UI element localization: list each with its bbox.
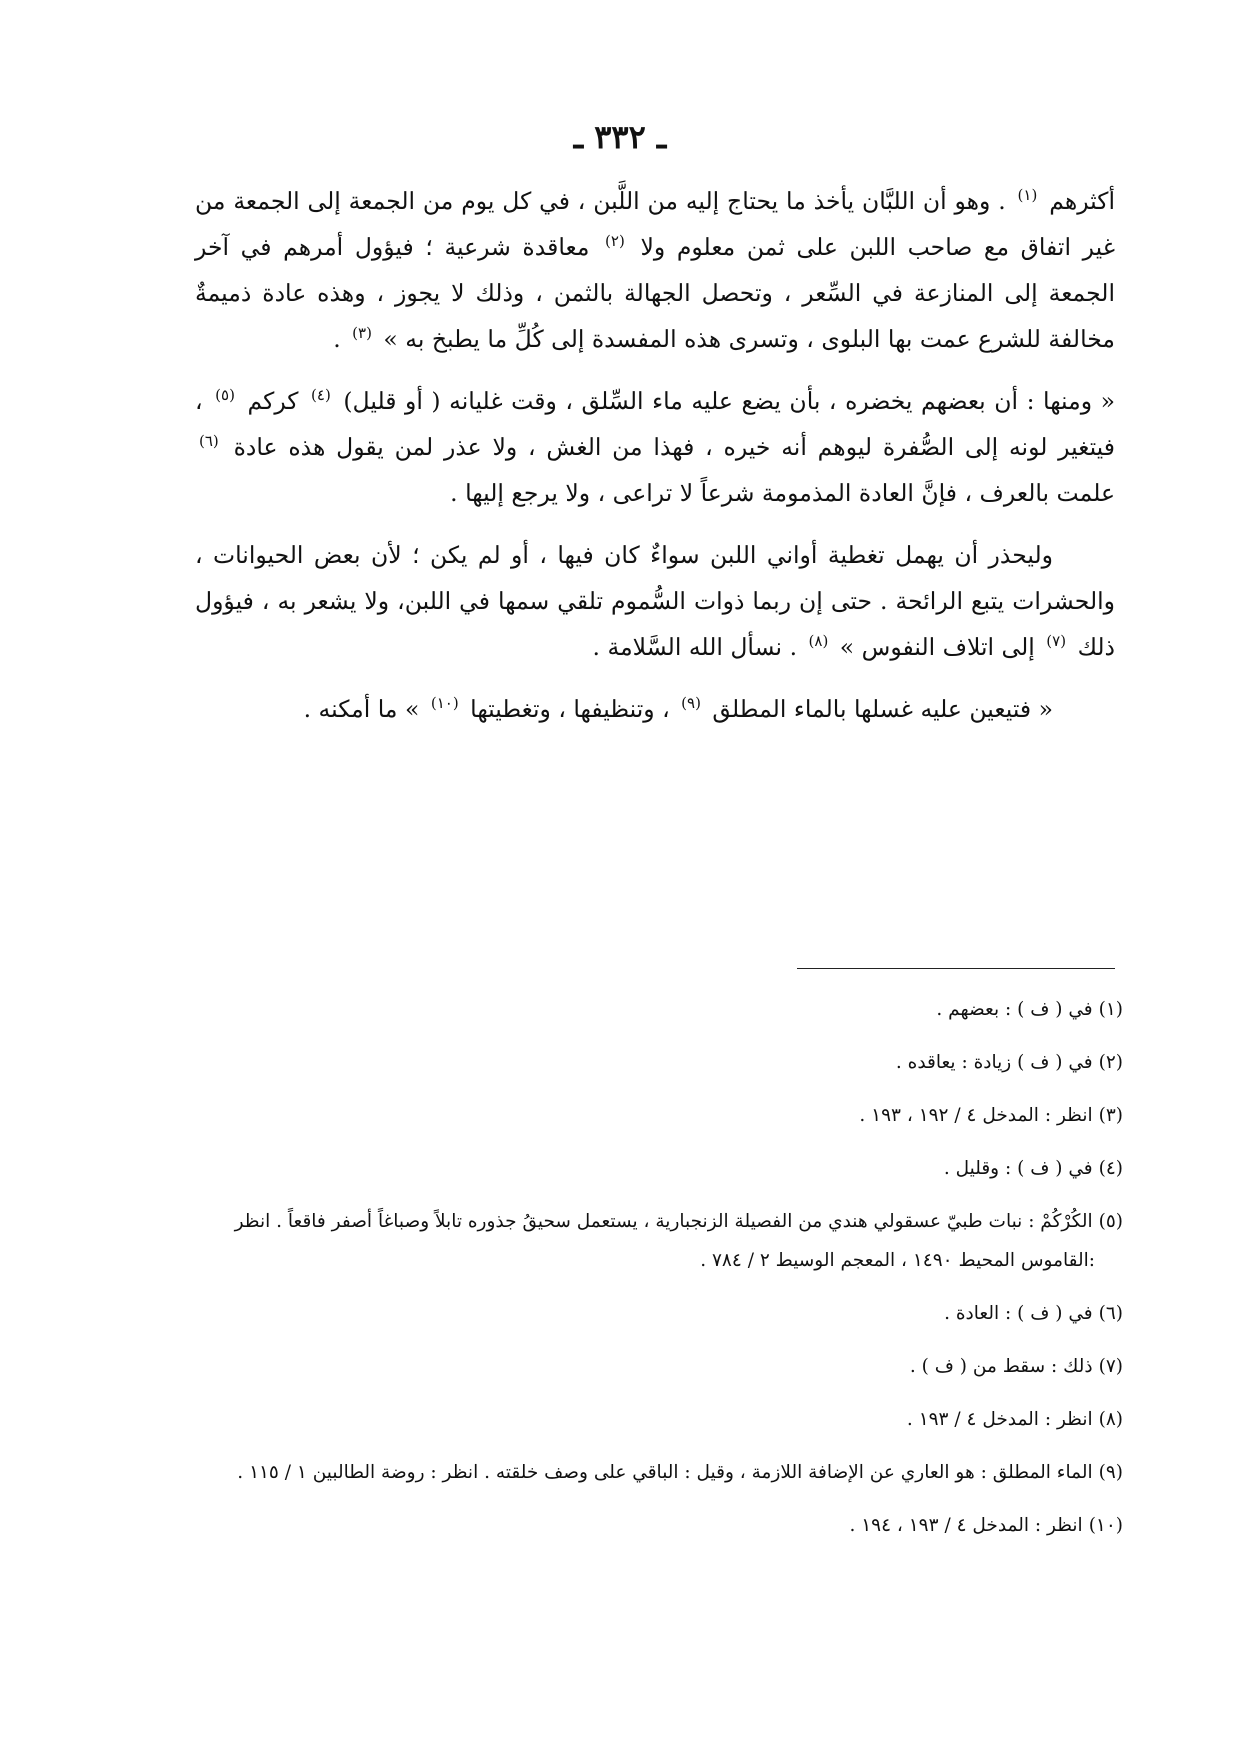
footnote-marker: (٩) (681, 694, 701, 713)
footnote-marker: (٢) (605, 232, 625, 251)
footnote-marker: (٧) (1046, 632, 1067, 651)
footnote-text: ذلك : سقط من ( ف ) . (909, 1356, 1093, 1377)
footnote-1 (178, 990, 1123, 1029)
footnote-10 (178, 1506, 1123, 1545)
paragraph-1 (195, 178, 1115, 362)
paragraph-text: وليحذر أن يهمل تغطية أواني اللبن سواءٌ كان فيها ، أو لم يكن ؛ لأن بعض الحيوانات ، والحشرات يتبع الرائحة . حتى إن ربما ذوات السُّموم تلقي سمها في اللبن، ولا يشعر به ، فيؤول ذلك (195, 541, 1115, 661)
paragraph-text: أكثرهم (1049, 187, 1115, 215)
footnote-number: (٤) (1098, 1158, 1123, 1179)
footnote-8 (178, 1400, 1123, 1439)
footnote-number: (١) (1098, 999, 1123, 1020)
footnote-marker: (١٠) (430, 694, 459, 713)
footnote-number: (٥) (1098, 1211, 1123, 1232)
footnote-3 (178, 1096, 1123, 1135)
paragraph-text: ، فيتغير لونه إلى الصُّفرة ليوهم أنه خيره ، فهذا من الغش ، ولا عذر لمن يقول هذه عادة (195, 387, 1115, 461)
footnote-marker: (٤) (311, 386, 331, 405)
footnote-number: (٧) (1098, 1356, 1123, 1377)
footnote-6 (178, 1294, 1123, 1333)
footnote-5 (178, 1202, 1123, 1280)
paragraph-text: إلى اتلاف النفوس » (839, 633, 1035, 661)
footnote-number: (٨) (1098, 1409, 1123, 1430)
footnote-text: الماء المطلق : هو العاري عن الإضافة اللازمة ، وقيل : الباقي على وصف خلقته . انظر : روضة الطالبين ١ / ١١٥ . (237, 1462, 1093, 1483)
footnote-text: انظر : المدخل ٤ / ١٩٣ . (906, 1409, 1093, 1430)
footnote-text: في ( ف ) : العادة . (944, 1303, 1093, 1324)
footnotes (178, 990, 1123, 1559)
footnote-number: (٢) (1098, 1052, 1123, 1073)
footnote-text: انظر : المدخل ٤ / ١٩٣ ، ١٩٤ . (849, 1515, 1083, 1536)
paragraph-3 (195, 532, 1115, 670)
main-text (195, 178, 1115, 748)
paragraph-text: « ومنها : أن بعضهم يخضره ، بأن يضع عليه ماء السِّلق ، وقت غليانه ( أو قليل) (343, 387, 1116, 415)
paragraph-2 (195, 378, 1115, 516)
footnote-marker: (٥) (215, 386, 235, 405)
paragraph-text: معاقدة شرعية ؛ فيؤول أمرهم في آخر الجمعة إلى المنازعة في السِّعر ، وتحصل الجهالة بالثمن ، وذلك لا يجوز ، وهذه عادة ذميمةٌ مخالفة للشرع عمت بها البلوى ، وتسرى هذه المفسدة إلى كُلِّ ما يطبخ به » (195, 233, 1115, 353)
footnote-7 (178, 1347, 1123, 1386)
footnote-text: في ( ف ) : وقليل . (943, 1158, 1093, 1179)
footnote-marker: (٣) (352, 324, 372, 343)
paragraph-text: ، وتنظيفها ، وتغطيتها (470, 695, 670, 723)
paragraph-text: . (333, 325, 341, 353)
page-number: ـ ٣٣٢ ـ (573, 118, 667, 156)
paragraph-text: . نسأل الله السَّلامة . (592, 633, 798, 661)
footnote-9 (178, 1453, 1123, 1492)
footnote-2 (178, 1043, 1123, 1082)
footnote-marker: (١) (1017, 186, 1038, 205)
paragraph-text: » ما أمكنه . (303, 695, 420, 723)
footnote-marker: (٨) (808, 632, 829, 651)
footnote-number: (١٠) (1088, 1515, 1123, 1536)
footnote-text: انظر : المدخل ٤ / ١٩٢ ، ١٩٣ . (859, 1105, 1093, 1126)
footnote-number: (٦) (1098, 1303, 1123, 1324)
footnote-marker: (٦) (199, 432, 219, 451)
footnote-number: (٩) (1098, 1462, 1123, 1483)
paragraph-4 (195, 686, 1115, 732)
footnote-text: الكُرْكُمْ : نبات طبيّ عسقولي هندي من الفصيلة الزنجبارية ، يستعمل سحيقُ جذوره تابلاً وصباغاً أصفر فاقعاً . انظر :القاموس المحيط ١٤٩٠ ، المعجم الوسيط ٢ / ٧٨٤ . (234, 1211, 1095, 1271)
paragraph-text: كركم (247, 387, 299, 415)
paragraph-text: . وهو أن اللبَّان يأخذ ما يحتاج إليه من اللَّبن ، في كل يوم من الجمعة إلى الجمعة من غير اتفاق مع صاحب اللبن على ثمن معلوم ولا (195, 187, 1115, 261)
paragraph-text: علمت بالعرف ، فإنَّ العادة المذمومة شرعاً لا تراعى ، ولا يرجع إليها . (450, 479, 1115, 507)
footnote-text: في ( ف ) : بعضهم . (936, 999, 1093, 1020)
footnote-text: في ( ف ) زيادة : يعاقده . (895, 1052, 1093, 1073)
footnote-divider (797, 968, 1115, 969)
paragraph-text: « فتيعين عليه غسلها بالماء المطلق (712, 695, 1053, 723)
footnote-4 (178, 1149, 1123, 1188)
footnote-number: (٣) (1098, 1105, 1123, 1126)
